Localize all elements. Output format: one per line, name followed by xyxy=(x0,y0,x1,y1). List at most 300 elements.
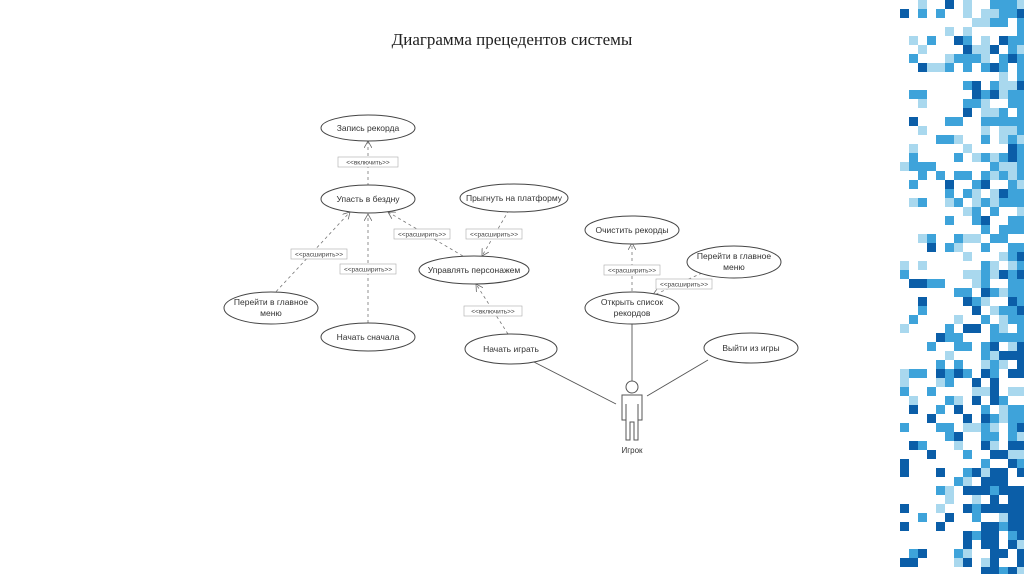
deco-pixel xyxy=(990,45,999,54)
deco-pixel xyxy=(909,117,918,126)
deco-pixel xyxy=(963,36,972,45)
deco-pixel xyxy=(909,36,918,45)
deco-pixel xyxy=(990,63,999,72)
deco-pixel xyxy=(918,90,927,99)
deco-pixel xyxy=(972,324,981,333)
deco-pixel xyxy=(981,567,990,574)
deco-pixel xyxy=(990,306,999,315)
deco-pixel xyxy=(900,468,909,477)
deco-pixel xyxy=(981,369,990,378)
deco-pixel xyxy=(1008,405,1017,414)
deco-pixel xyxy=(963,144,972,153)
deco-pixel xyxy=(981,351,990,360)
deco-pixel xyxy=(900,459,909,468)
use-case-jump xyxy=(460,184,568,212)
deco-pixel xyxy=(972,306,981,315)
use-case-clear xyxy=(585,216,679,244)
deco-pixel xyxy=(981,153,990,162)
deco-pixel xyxy=(945,27,954,36)
deco-pixel xyxy=(963,171,972,180)
deco-pixel xyxy=(1008,459,1017,468)
deco-pixel xyxy=(981,261,990,270)
deco-pixel xyxy=(990,342,999,351)
deco-pixel xyxy=(1017,387,1024,396)
use-case-open-records-line1: Открыть список xyxy=(600,297,664,307)
deco-pixel xyxy=(999,414,1008,423)
deco-pixel xyxy=(1017,432,1024,441)
deco-pixel xyxy=(963,414,972,423)
deco-pixel xyxy=(1017,0,1024,9)
deco-pixel xyxy=(972,279,981,288)
deco-pixel xyxy=(981,117,990,126)
deco-pixel xyxy=(972,180,981,189)
deco-pixel xyxy=(999,108,1008,117)
deco-pixel xyxy=(990,351,999,360)
deco-pixel xyxy=(990,171,999,180)
deco-pixel xyxy=(945,63,954,72)
deco-pixel xyxy=(981,54,990,63)
label-extend-menu-left: <<расширить>> xyxy=(294,251,344,259)
deco-pixel xyxy=(981,423,990,432)
deco-pixel xyxy=(999,315,1008,324)
deco-pixel xyxy=(999,234,1008,243)
deco-pixel xyxy=(900,504,909,513)
deco-pixel xyxy=(1017,117,1024,126)
deco-pixel xyxy=(918,198,927,207)
associations xyxy=(532,323,708,404)
deco-pixel xyxy=(1008,540,1017,549)
deco-pixel xyxy=(1017,324,1024,333)
deco-pixel xyxy=(999,72,1008,81)
deco-pixel xyxy=(999,360,1008,369)
deco-pixel xyxy=(1017,450,1024,459)
use-case-clear-label: Очистить рекорды xyxy=(595,225,669,235)
use-case-exit-label: Выйти из игры xyxy=(722,343,780,353)
deco-pixel xyxy=(954,243,963,252)
deco-pixel xyxy=(936,360,945,369)
actor-label: Игрок xyxy=(621,446,643,455)
deco-pixel xyxy=(981,99,990,108)
deco-pixel xyxy=(1008,432,1017,441)
deco-pixel xyxy=(999,198,1008,207)
use-case-jump-label: Прыгнуть на платформу xyxy=(465,193,563,203)
deco-pixel xyxy=(945,432,954,441)
deco-pixel xyxy=(999,513,1008,522)
deco-pixel xyxy=(1017,180,1024,189)
deco-pixel xyxy=(900,162,909,171)
deco-pixel xyxy=(1017,261,1024,270)
deco-pixel xyxy=(990,387,999,396)
deco-pixel xyxy=(999,225,1008,234)
deco-pixel xyxy=(999,135,1008,144)
use-case-menu-left-line1: Перейти в главное xyxy=(233,297,309,307)
deco-pixel xyxy=(1008,36,1017,45)
deco-pixel xyxy=(900,9,909,18)
label-extend-clear: <<расширить>> xyxy=(607,267,657,275)
deco-pixel xyxy=(990,369,999,378)
deco-pixel xyxy=(999,126,1008,135)
deco-pixel xyxy=(1008,135,1017,144)
deco-pixel xyxy=(1017,549,1024,558)
deco-pixel xyxy=(972,54,981,63)
deco-pixel xyxy=(981,459,990,468)
deco-pixel xyxy=(954,234,963,243)
use-case-restart xyxy=(321,323,415,351)
deco-pixel xyxy=(990,108,999,117)
deco-pixel xyxy=(999,288,1008,297)
deco-pixel xyxy=(963,270,972,279)
deco-pixel xyxy=(1017,153,1024,162)
deco-pixel xyxy=(981,342,990,351)
deco-pixel xyxy=(963,423,972,432)
deco-pixel xyxy=(1008,198,1017,207)
deco-pixel xyxy=(1008,54,1017,63)
use-cases xyxy=(224,115,798,364)
deco-pixel xyxy=(954,198,963,207)
deco-pixel xyxy=(1008,414,1017,423)
deco-pixel xyxy=(945,423,954,432)
deco-pixel xyxy=(1017,468,1024,477)
deco-pixel xyxy=(909,162,918,171)
deco-pixel xyxy=(954,558,963,567)
deco-pixel xyxy=(981,387,990,396)
deco-pixel xyxy=(900,378,909,387)
deco-pixel xyxy=(963,504,972,513)
deco-pixel xyxy=(1008,216,1017,225)
deco-pixel xyxy=(954,315,963,324)
deco-pixel xyxy=(954,117,963,126)
deco-pixel xyxy=(972,513,981,522)
deco-pixel xyxy=(963,234,972,243)
deco-pixel xyxy=(981,315,990,324)
deco-pixel xyxy=(1008,369,1017,378)
deco-pixel xyxy=(1017,135,1024,144)
use-case-menu-right xyxy=(687,246,781,278)
deco-pixel xyxy=(999,522,1008,531)
deco-pixel xyxy=(963,207,972,216)
diagram-title: Диаграмма прецедентов системы xyxy=(391,30,633,49)
deco-pixel xyxy=(918,9,927,18)
deco-pixel xyxy=(945,216,954,225)
deco-pixel xyxy=(936,504,945,513)
deco-pixel xyxy=(963,54,972,63)
deco-pixel xyxy=(990,441,999,450)
deco-pixel xyxy=(1017,567,1024,574)
deco-pixel xyxy=(963,468,972,477)
deco-pixel xyxy=(945,324,954,333)
deco-pixel xyxy=(1008,270,1017,279)
deco-pixel xyxy=(1017,9,1024,18)
deco-pixel xyxy=(981,171,990,180)
deco-pixel xyxy=(945,486,954,495)
deco-pixel xyxy=(936,522,945,531)
deco-pixel xyxy=(999,324,1008,333)
deco-pixel xyxy=(972,45,981,54)
deco-pixel xyxy=(1017,72,1024,81)
use-case-record xyxy=(321,115,415,141)
association-exit xyxy=(647,360,708,396)
use-case-fall xyxy=(321,185,415,213)
deco-pixel xyxy=(1008,189,1017,198)
deco-pixel xyxy=(972,504,981,513)
deco-pixel xyxy=(981,216,990,225)
deco-pixel xyxy=(1017,360,1024,369)
deco-pixel xyxy=(1008,45,1017,54)
deco-pixel xyxy=(990,396,999,405)
deco-pixel xyxy=(1008,261,1017,270)
deco-pixel xyxy=(972,495,981,504)
deco-pixel xyxy=(1017,270,1024,279)
deco-pixel xyxy=(990,9,999,18)
use-case-menu-right-line2: меню xyxy=(723,262,745,272)
deco-pixel xyxy=(1017,333,1024,342)
deco-pixel xyxy=(1008,441,1017,450)
deco-pixel xyxy=(1008,342,1017,351)
deco-pixel xyxy=(909,279,918,288)
deco-pixel xyxy=(918,549,927,558)
deco-pixel xyxy=(972,378,981,387)
deco-pixel xyxy=(1008,522,1017,531)
deco-pixel xyxy=(909,198,918,207)
deco-pixel xyxy=(972,387,981,396)
deco-pixel xyxy=(999,396,1008,405)
deco-pixel xyxy=(990,531,999,540)
deco-pixel xyxy=(1008,117,1017,126)
deco-pixel xyxy=(963,477,972,486)
deco-pixel xyxy=(981,486,990,495)
use-case-record-label: Запись рекорда xyxy=(336,123,400,133)
deco-pixel xyxy=(972,270,981,279)
deco-pixel xyxy=(1017,306,1024,315)
association-start xyxy=(532,361,616,404)
deco-pixel xyxy=(999,333,1008,342)
deco-pixel xyxy=(999,450,1008,459)
deco-pixel xyxy=(945,117,954,126)
deco-pixel xyxy=(927,234,936,243)
label-extend-control: <<расширить>> xyxy=(397,231,447,239)
deco-pixel xyxy=(1017,504,1024,513)
deco-pixel xyxy=(999,81,1008,90)
deco-pixel xyxy=(981,477,990,486)
use-case-open-records xyxy=(585,292,679,324)
deco-pixel xyxy=(963,450,972,459)
deco-pixel xyxy=(927,63,936,72)
deco-pixel xyxy=(972,297,981,306)
deco-pixel xyxy=(999,18,1008,27)
deco-pixel xyxy=(1008,288,1017,297)
deco-pixel xyxy=(918,171,927,180)
deco-pixel xyxy=(1008,0,1017,9)
deco-pixel xyxy=(1017,225,1024,234)
deco-pixel xyxy=(909,153,918,162)
deco-pixel xyxy=(1017,90,1024,99)
deco-pixel xyxy=(999,468,1008,477)
deco-pixel xyxy=(999,549,1008,558)
deco-pixel xyxy=(999,162,1008,171)
deco-pixel xyxy=(1008,243,1017,252)
deco-pixel xyxy=(990,162,999,171)
deco-pixel xyxy=(981,414,990,423)
deco-pixel xyxy=(1017,342,1024,351)
decorative-pixel-pattern xyxy=(900,0,1024,574)
deco-pixel xyxy=(1008,126,1017,135)
deco-pixel xyxy=(972,486,981,495)
deco-pixel xyxy=(990,18,999,27)
deco-pixel xyxy=(963,531,972,540)
deco-pixel xyxy=(927,243,936,252)
deco-pixel xyxy=(972,423,981,432)
deco-pixel xyxy=(936,171,945,180)
deco-pixel xyxy=(963,540,972,549)
deco-pixel xyxy=(1008,387,1017,396)
use-case-exit xyxy=(704,333,798,363)
deco-pixel xyxy=(972,531,981,540)
deco-pixel xyxy=(999,306,1008,315)
deco-pixel xyxy=(1017,252,1024,261)
deco-pixel xyxy=(927,279,936,288)
deco-pixel xyxy=(900,387,909,396)
deco-pixel xyxy=(936,333,945,342)
deco-pixel xyxy=(945,351,954,360)
deco-pixel xyxy=(990,333,999,342)
deco-pixel xyxy=(909,405,918,414)
deco-pixel xyxy=(999,153,1008,162)
deco-pixel xyxy=(990,189,999,198)
deco-pixel xyxy=(918,45,927,54)
deco-pixel xyxy=(1017,513,1024,522)
deco-pixel xyxy=(936,63,945,72)
deco-pixel xyxy=(1017,36,1024,45)
deco-pixel xyxy=(954,342,963,351)
deco-pixel xyxy=(981,441,990,450)
deco-pixel xyxy=(990,468,999,477)
deco-pixel xyxy=(972,468,981,477)
deco-pixel xyxy=(945,198,954,207)
deco-pixel xyxy=(990,207,999,216)
deco-pixel xyxy=(990,477,999,486)
deco-pixel xyxy=(963,558,972,567)
deco-pixel xyxy=(945,135,954,144)
deco-pixel xyxy=(1017,297,1024,306)
deco-pixel xyxy=(1008,171,1017,180)
deco-pixel xyxy=(1017,126,1024,135)
deco-pixel xyxy=(990,261,999,270)
deco-pixel xyxy=(909,144,918,153)
deco-pixel xyxy=(972,234,981,243)
deco-pixel xyxy=(999,63,1008,72)
deco-pixel xyxy=(1017,171,1024,180)
deco-pixel xyxy=(945,513,954,522)
deco-pixel xyxy=(990,495,999,504)
use-case-restart-label: Начать сначала xyxy=(336,332,400,342)
use-case-menu-right-line1: Перейти в главное xyxy=(696,251,772,261)
deco-pixel xyxy=(1008,531,1017,540)
deco-pixel xyxy=(999,504,1008,513)
deco-pixel xyxy=(981,504,990,513)
deco-pixel xyxy=(999,486,1008,495)
deco-pixel xyxy=(927,342,936,351)
deco-pixel xyxy=(1017,189,1024,198)
deco-pixel xyxy=(981,36,990,45)
deco-pixel xyxy=(1008,504,1017,513)
actor-player xyxy=(621,381,643,455)
deco-pixel xyxy=(954,477,963,486)
deco-pixel xyxy=(936,486,945,495)
deco-pixel xyxy=(900,261,909,270)
deco-pixel xyxy=(909,549,918,558)
deco-pixel xyxy=(936,423,945,432)
deco-pixel xyxy=(900,522,909,531)
deco-pixel xyxy=(990,423,999,432)
deco-pixel xyxy=(990,198,999,207)
deco-pixel xyxy=(954,153,963,162)
deco-pixel xyxy=(1017,63,1024,72)
deco-pixel xyxy=(981,558,990,567)
deco-pixel xyxy=(981,198,990,207)
deco-pixel xyxy=(918,0,927,9)
deco-pixel xyxy=(1008,252,1017,261)
deco-pixel xyxy=(972,189,981,198)
deco-pixel xyxy=(936,369,945,378)
deco-pixel xyxy=(999,54,1008,63)
deco-pixel xyxy=(972,18,981,27)
deco-pixel xyxy=(918,99,927,108)
deco-pixel xyxy=(981,180,990,189)
deco-pixel xyxy=(999,9,1008,18)
deco-pixel xyxy=(990,153,999,162)
deco-pixel xyxy=(909,90,918,99)
deco-pixel xyxy=(981,531,990,540)
deco-pixel xyxy=(1017,108,1024,117)
deco-pixel xyxy=(990,567,999,574)
deco-pixel xyxy=(900,369,909,378)
deco-pixel xyxy=(918,306,927,315)
deco-pixel xyxy=(999,36,1008,45)
deco-pixel xyxy=(1017,216,1024,225)
deco-pixel xyxy=(954,405,963,414)
deco-pixel xyxy=(963,27,972,36)
deco-pixel xyxy=(945,243,954,252)
deco-pixel xyxy=(909,54,918,63)
deco-pixel xyxy=(1008,9,1017,18)
deco-pixel xyxy=(999,90,1008,99)
deco-pixel xyxy=(900,324,909,333)
deco-pixel xyxy=(1008,486,1017,495)
deco-pixel xyxy=(972,207,981,216)
deco-pixel xyxy=(954,396,963,405)
deco-pixel xyxy=(954,549,963,558)
deco-pixel xyxy=(954,432,963,441)
deco-pixel xyxy=(954,54,963,63)
deco-pixel xyxy=(963,288,972,297)
deco-pixel xyxy=(1008,279,1017,288)
deco-pixel xyxy=(945,333,954,342)
deco-pixel xyxy=(990,540,999,549)
deco-pixel xyxy=(927,162,936,171)
label-extend-restart: <<расширить>> xyxy=(343,266,393,274)
deco-pixel xyxy=(981,135,990,144)
deco-pixel xyxy=(981,225,990,234)
deco-pixel xyxy=(972,396,981,405)
deco-pixel xyxy=(990,432,999,441)
deco-pixel xyxy=(1017,459,1024,468)
deco-pixel xyxy=(1017,486,1024,495)
deco-pixel xyxy=(963,252,972,261)
deco-pixel xyxy=(909,315,918,324)
deco-pixel xyxy=(1017,207,1024,216)
actor-body xyxy=(622,395,642,440)
deco-pixel xyxy=(936,9,945,18)
